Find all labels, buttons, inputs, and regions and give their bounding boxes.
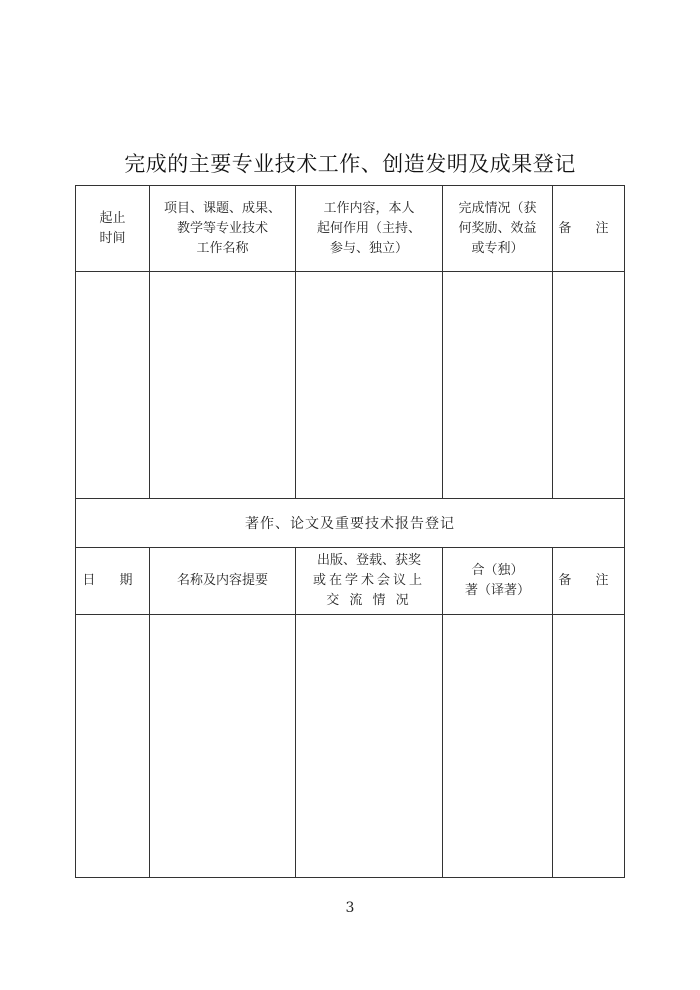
- header-content-line-2: 起何作用（主持、: [316, 220, 421, 236]
- header-completion-line-3: 或专利）: [471, 240, 524, 256]
- header-content-line-3: 参与、独立）: [329, 240, 408, 256]
- header-project-line-3: 工作名称: [196, 240, 249, 256]
- section-title-publications: 著作、论文及重要技术报告登记: [245, 516, 455, 532]
- page-number: 3: [345, 900, 355, 916]
- table2-empty-cell[interactable]: [296, 615, 442, 877]
- header-title-summary-label: 名称及内容提要: [176, 573, 268, 588]
- header-project-line-1: 项目、课题、成果、: [163, 200, 281, 216]
- table2-empty-cell[interactable]: [443, 615, 552, 877]
- page-title: 完成的主要专业技术工作、创造发明及成果登记: [124, 152, 576, 176]
- header-authorship-line-2: 著（译著）: [464, 583, 530, 598]
- header-completion-line-2: 何奖励、效益: [458, 220, 537, 236]
- header-remarks-2-label: 备 注: [558, 573, 619, 588]
- registration-table: [75, 185, 625, 878]
- header-authorship-line-1: 合（独）: [471, 563, 524, 578]
- table1-empty-cell[interactable]: [76, 272, 149, 498]
- table1-empty-cell[interactable]: [150, 272, 295, 498]
- header-period-line-2: 时间: [99, 230, 126, 246]
- table2-empty-cell[interactable]: [150, 615, 295, 877]
- table2-empty-cell[interactable]: [76, 615, 149, 877]
- header-completion-line-1: 完成情况（获: [458, 200, 537, 216]
- header-publication-line-2: 或在学术会议上: [312, 573, 425, 588]
- header-publication-line-3: 交 流 情 况: [326, 593, 412, 608]
- header-cell-authorship: [443, 548, 552, 614]
- header-project-line-2: 教学等专业技术: [176, 220, 268, 236]
- header-period-line-1: 起止: [99, 210, 126, 226]
- header-cell-work-content: [296, 186, 442, 271]
- header-cell-remarks: [553, 186, 624, 271]
- header-cell-publication: [296, 548, 442, 614]
- header-date-label: 日 期: [82, 573, 143, 588]
- header-publication-line-1: 出版、登载、获奖: [316, 553, 421, 568]
- header-cell-date: [76, 548, 149, 614]
- header-remarks-label: 备 注: [558, 220, 619, 236]
- header-cell-remarks-2: [553, 548, 624, 614]
- header-cell-project-name: [150, 186, 295, 271]
- table1-empty-cell[interactable]: [443, 272, 552, 498]
- table2-empty-cell[interactable]: [553, 615, 624, 877]
- header-cell-period: [76, 186, 149, 271]
- header-cell-title-summary: [150, 548, 295, 614]
- table1-empty-cell[interactable]: [553, 272, 624, 498]
- header-cell-completion: [443, 186, 552, 271]
- header-content-line-1: 工作内容，本人: [323, 200, 415, 216]
- table1-empty-cell[interactable]: [296, 272, 442, 498]
